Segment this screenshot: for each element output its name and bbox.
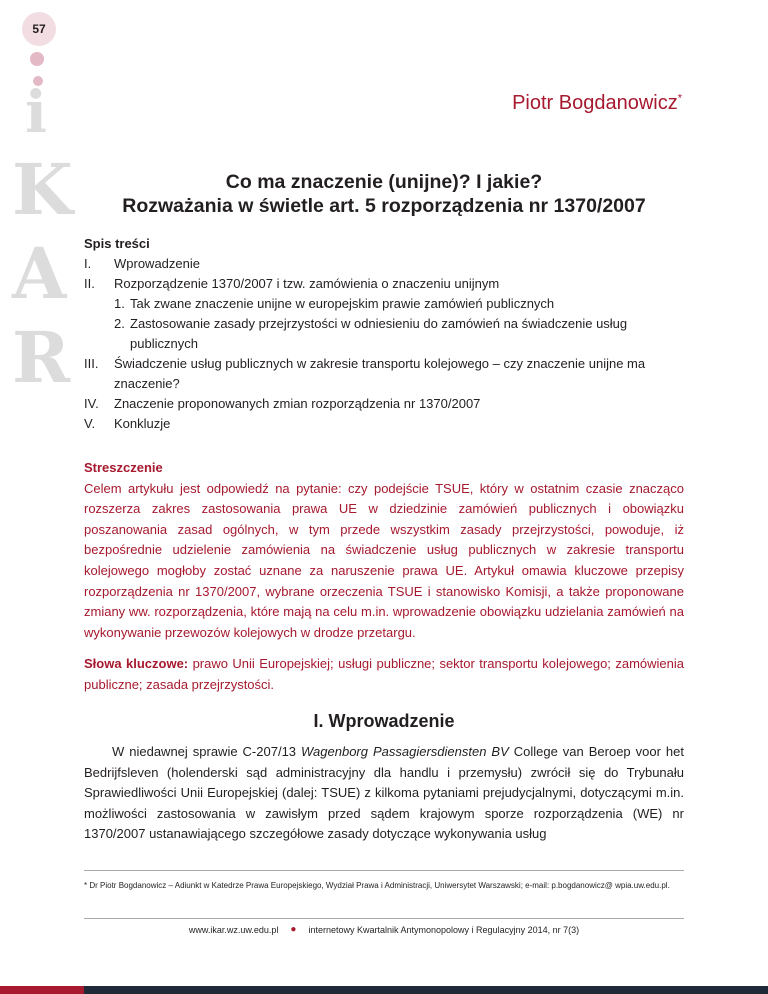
table-of-contents	[84, 234, 684, 434]
toc-item	[84, 274, 684, 294]
toc-item-number: I.	[84, 256, 92, 271]
logo-dot-large	[30, 52, 44, 66]
author-name	[512, 92, 682, 115]
toc-subitem	[84, 314, 684, 354]
section-heading: I. Wprowadzenie	[313, 711, 455, 731]
logo-letter-k: K	[12, 148, 73, 231]
page-number-badge	[22, 12, 56, 46]
toc-item-text: Wprowadzenie	[114, 256, 200, 271]
page-footer	[84, 924, 684, 935]
author-name-text: Piotr Bogdanowicz	[512, 92, 678, 114]
toc-item-number: III.	[84, 356, 99, 371]
logo-letter-r: R	[12, 316, 71, 399]
toc-item-number: V.	[84, 416, 96, 431]
title-line-1: Co ma znaczenie (unijne)? I jakie?	[225, 171, 543, 193]
logo-letter-a: A	[12, 232, 67, 315]
keywords	[84, 654, 684, 695]
case-name: Wagenborg Passagiersdiensten BV	[301, 744, 509, 759]
footnote	[84, 880, 684, 892]
title-line-2: Rozważania w świetle art. 5 rozporządzenia nr 1370/2007	[122, 195, 646, 217]
body-text-rest: College van Beroep voor het Bedrijfsleven (holenderski sąd administracyjny dla handlu i przemysłu) zwrócił się do Trybunału Sprawiedliwości Unii Europejskiej (dalej: TSUE) z kilkoma pytaniami prejudycjalnymi, dotyczącymi m.in. możliwości zastosowania w zawisłym przed sądem krajowym sporze rozporządzenia (WE) nr 1370/2007 ustanawiającego szczegółowe zasady dotyczące wykonywania usług	[84, 744, 684, 842]
toc-item-text: Świadczenie usług publicznych w zakresie transportu kolejowego – czy znaczenie unijne ma znaczenie?	[114, 356, 646, 391]
page-number: 57	[32, 22, 46, 36]
toc-item-text: Konkluzje	[114, 416, 171, 431]
abstract-text: Celem artykułu jest odpowiedź na pytanie: czy podejście TSUE, który w ostatnim czasie znacząco rozszerza zakres zastosowania prawa UE w dziedzinie zamówień publicznych i obowiązku poszanowania zasad ogólnych, w tym przede wszystkim zasady przejrzystości, powoduje, iż bezpośrednie udzielenie zamówienia na świadczenie usług publicznych w zakresie transportu kolejowego mogłoby zostać uznane za naruszenie prawa UE. Artykuł omawia kluczowe przepisy rozporządzenia nr 1370/2007, wybrane orzeczenia TSUE i stanowisko Komisji, a także proponowane zmiany ww. rozporządzenia, które mają na celu m.in. wprowadzenie obowiązku udzielania zamówień na wykonywanie przewozów kolejowych w drodze przetargu.	[84, 480, 684, 640]
author-footnote-mark[interactable]: *	[677, 92, 682, 105]
abstract	[84, 458, 684, 643]
toc-subitem-text: Zastosowanie zasady przejrzystości w odniesieniu do zamówień na świadczenie usług publicznych	[130, 316, 628, 351]
keywords-text: prawo Unii Europejskiej; usługi publiczne; sektor transportu kolejowego; zamówienia publiczne; zasada przejrzystości.	[84, 656, 684, 692]
keywords-label: Słowa kluczowe:	[84, 656, 189, 671]
toc-subitem-text: Tak zwane znaczenie unijne w europejskim prawie zamówień publicznych	[130, 296, 555, 311]
footnote-text: Dr Piotr Bogdanowicz – Adiunkt w Katedrze Prawa Europejskiego, Wydział Prawa i Administracji, Uniwersytet Warszawski; e-mail: p.bogdanowicz@ wpia.uw.edu.pl.	[89, 881, 670, 890]
toc-item-text: Rozporządzenie 1370/2007 i tzw. zamówienia o znaczeniu unijnym	[114, 276, 500, 291]
bottom-band-accent	[0, 986, 84, 994]
toc-item	[84, 354, 684, 394]
article-title	[84, 170, 684, 218]
bottom-band	[0, 986, 768, 994]
toc-heading: Spis treści	[84, 236, 150, 251]
toc-item	[84, 394, 684, 414]
toc-item-number: IV.	[84, 396, 99, 411]
footer-url[interactable]: www.ikar.wz.uw.edu.pl	[188, 924, 279, 935]
logo-letter-i: i	[25, 78, 48, 146]
footnote-mark: *	[84, 881, 88, 890]
toc-item	[84, 254, 684, 274]
toc-item-number: II.	[84, 276, 95, 291]
body-paragraph	[84, 742, 684, 845]
toc-subitem-number: 1.	[114, 296, 125, 311]
footnote-divider	[84, 870, 684, 871]
toc-subitem	[84, 294, 684, 314]
bullet-icon: ●	[290, 924, 297, 935]
toc-item	[84, 414, 684, 434]
abstract-heading: Streszczenie	[84, 460, 163, 475]
toc-subitem-number: 2.	[114, 316, 125, 331]
toc-item-text: Znaczenie proponowanych zmian rozporządzenia nr 1370/2007	[114, 396, 481, 411]
footer-divider	[84, 918, 684, 919]
body-text-start: W niedawnej sprawie C-207/13	[112, 744, 297, 759]
footer-journal: internetowy Kwartalnik Antymonopolowy i Regulacyjny 2014, nr 7(3)	[308, 924, 580, 935]
